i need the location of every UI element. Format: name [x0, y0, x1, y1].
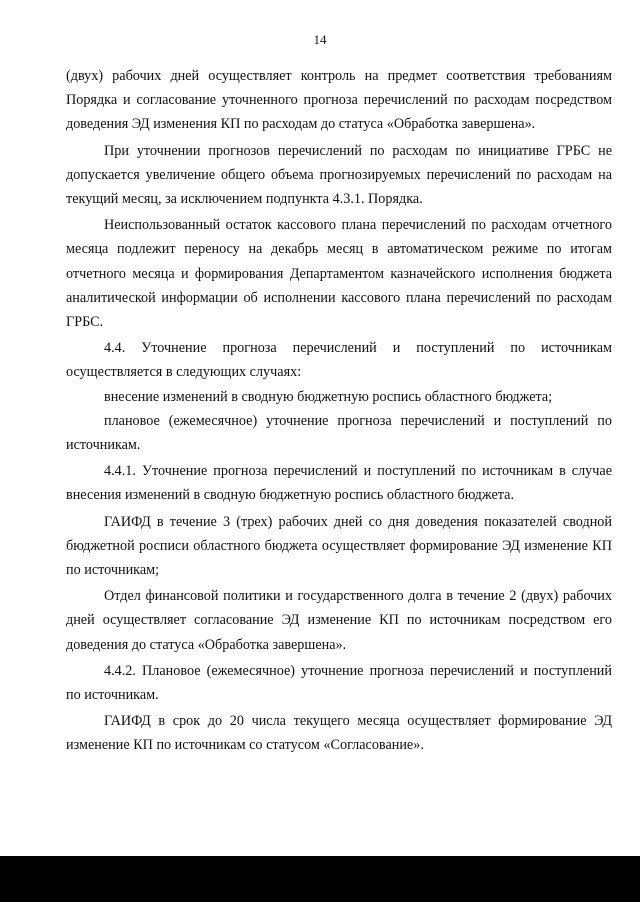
document-body — [66, 64, 612, 758]
paragraph-continuation: (двух) рабочих дней осуществляет контроль на предмет соответствия требованиям Порядка и согласование уточненного прогноза перечислений по расходам посредством доведения ЭД изменения КП по расходам до статуса «Обработка завершена». — [66, 68, 612, 133]
paragraph: При уточнении прогнозов перечислений по расходам по инициативе ГРБС не допускается увеличение общего объема прогнозируемых перечислений по расходам на текущий месяц, за исключением подпункта 4.3.1. Порядка. — [66, 142, 612, 208]
section-heading-4-4-2: 4.4.2. Плановое (ежемесячное) уточнение прогноза перечислений и поступлений по источникам. — [66, 662, 612, 704]
paragraph: Отдел финансовой политики и государственного долга в течение 2 (двух) рабочих дней осуществляет согласование ЭД изменение КП по источникам посредством его доведения до статуса «Обработка завершена». — [66, 588, 612, 653]
page-number: 14 — [313, 32, 327, 47]
list-item: внесение изменений в сводную бюджетную роспись областного бюджета; — [104, 388, 553, 405]
section-heading-4-4-1: 4.4.1. Уточнение прогноза перечислений и поступлений по источникам в случае внесения изменений в сводную бюджетную роспись областного бюджета. — [66, 463, 612, 504]
paragraph: ГАИФД в течение 3 (трех) рабочих дней со дня доведения показателей сводной бюджетной росписи областного бюджета осуществляет формирование ЭД изменение КП по источникам; — [66, 513, 612, 579]
list-item: плановое (ежемесячное) уточнение прогноза перечислений и поступлений по источникам. — [66, 412, 612, 454]
paragraph: Неиспользованный остаток кассового плана перечислений по расходам отчетного месяца подлежит переносу на декабрь месяц в автоматическом режиме по итогам отчетного месяца и формирования Департаментом казначейского исполнения бюджета аналитической информации об исполнении кассового плана перечислений по расходам ГРБС. — [66, 217, 612, 331]
paragraph: ГАИФД в срок до 20 числа текущего месяца осуществляет формирование ЭД изменение КП по источникам со статусом «Согласование». — [66, 713, 612, 754]
section-heading-4-4: 4.4. Уточнение прогноза перечислений и поступлений по источникам осуществляется в следующих случаях: — [66, 340, 612, 381]
scan-bottom-edge — [0, 856, 640, 902]
